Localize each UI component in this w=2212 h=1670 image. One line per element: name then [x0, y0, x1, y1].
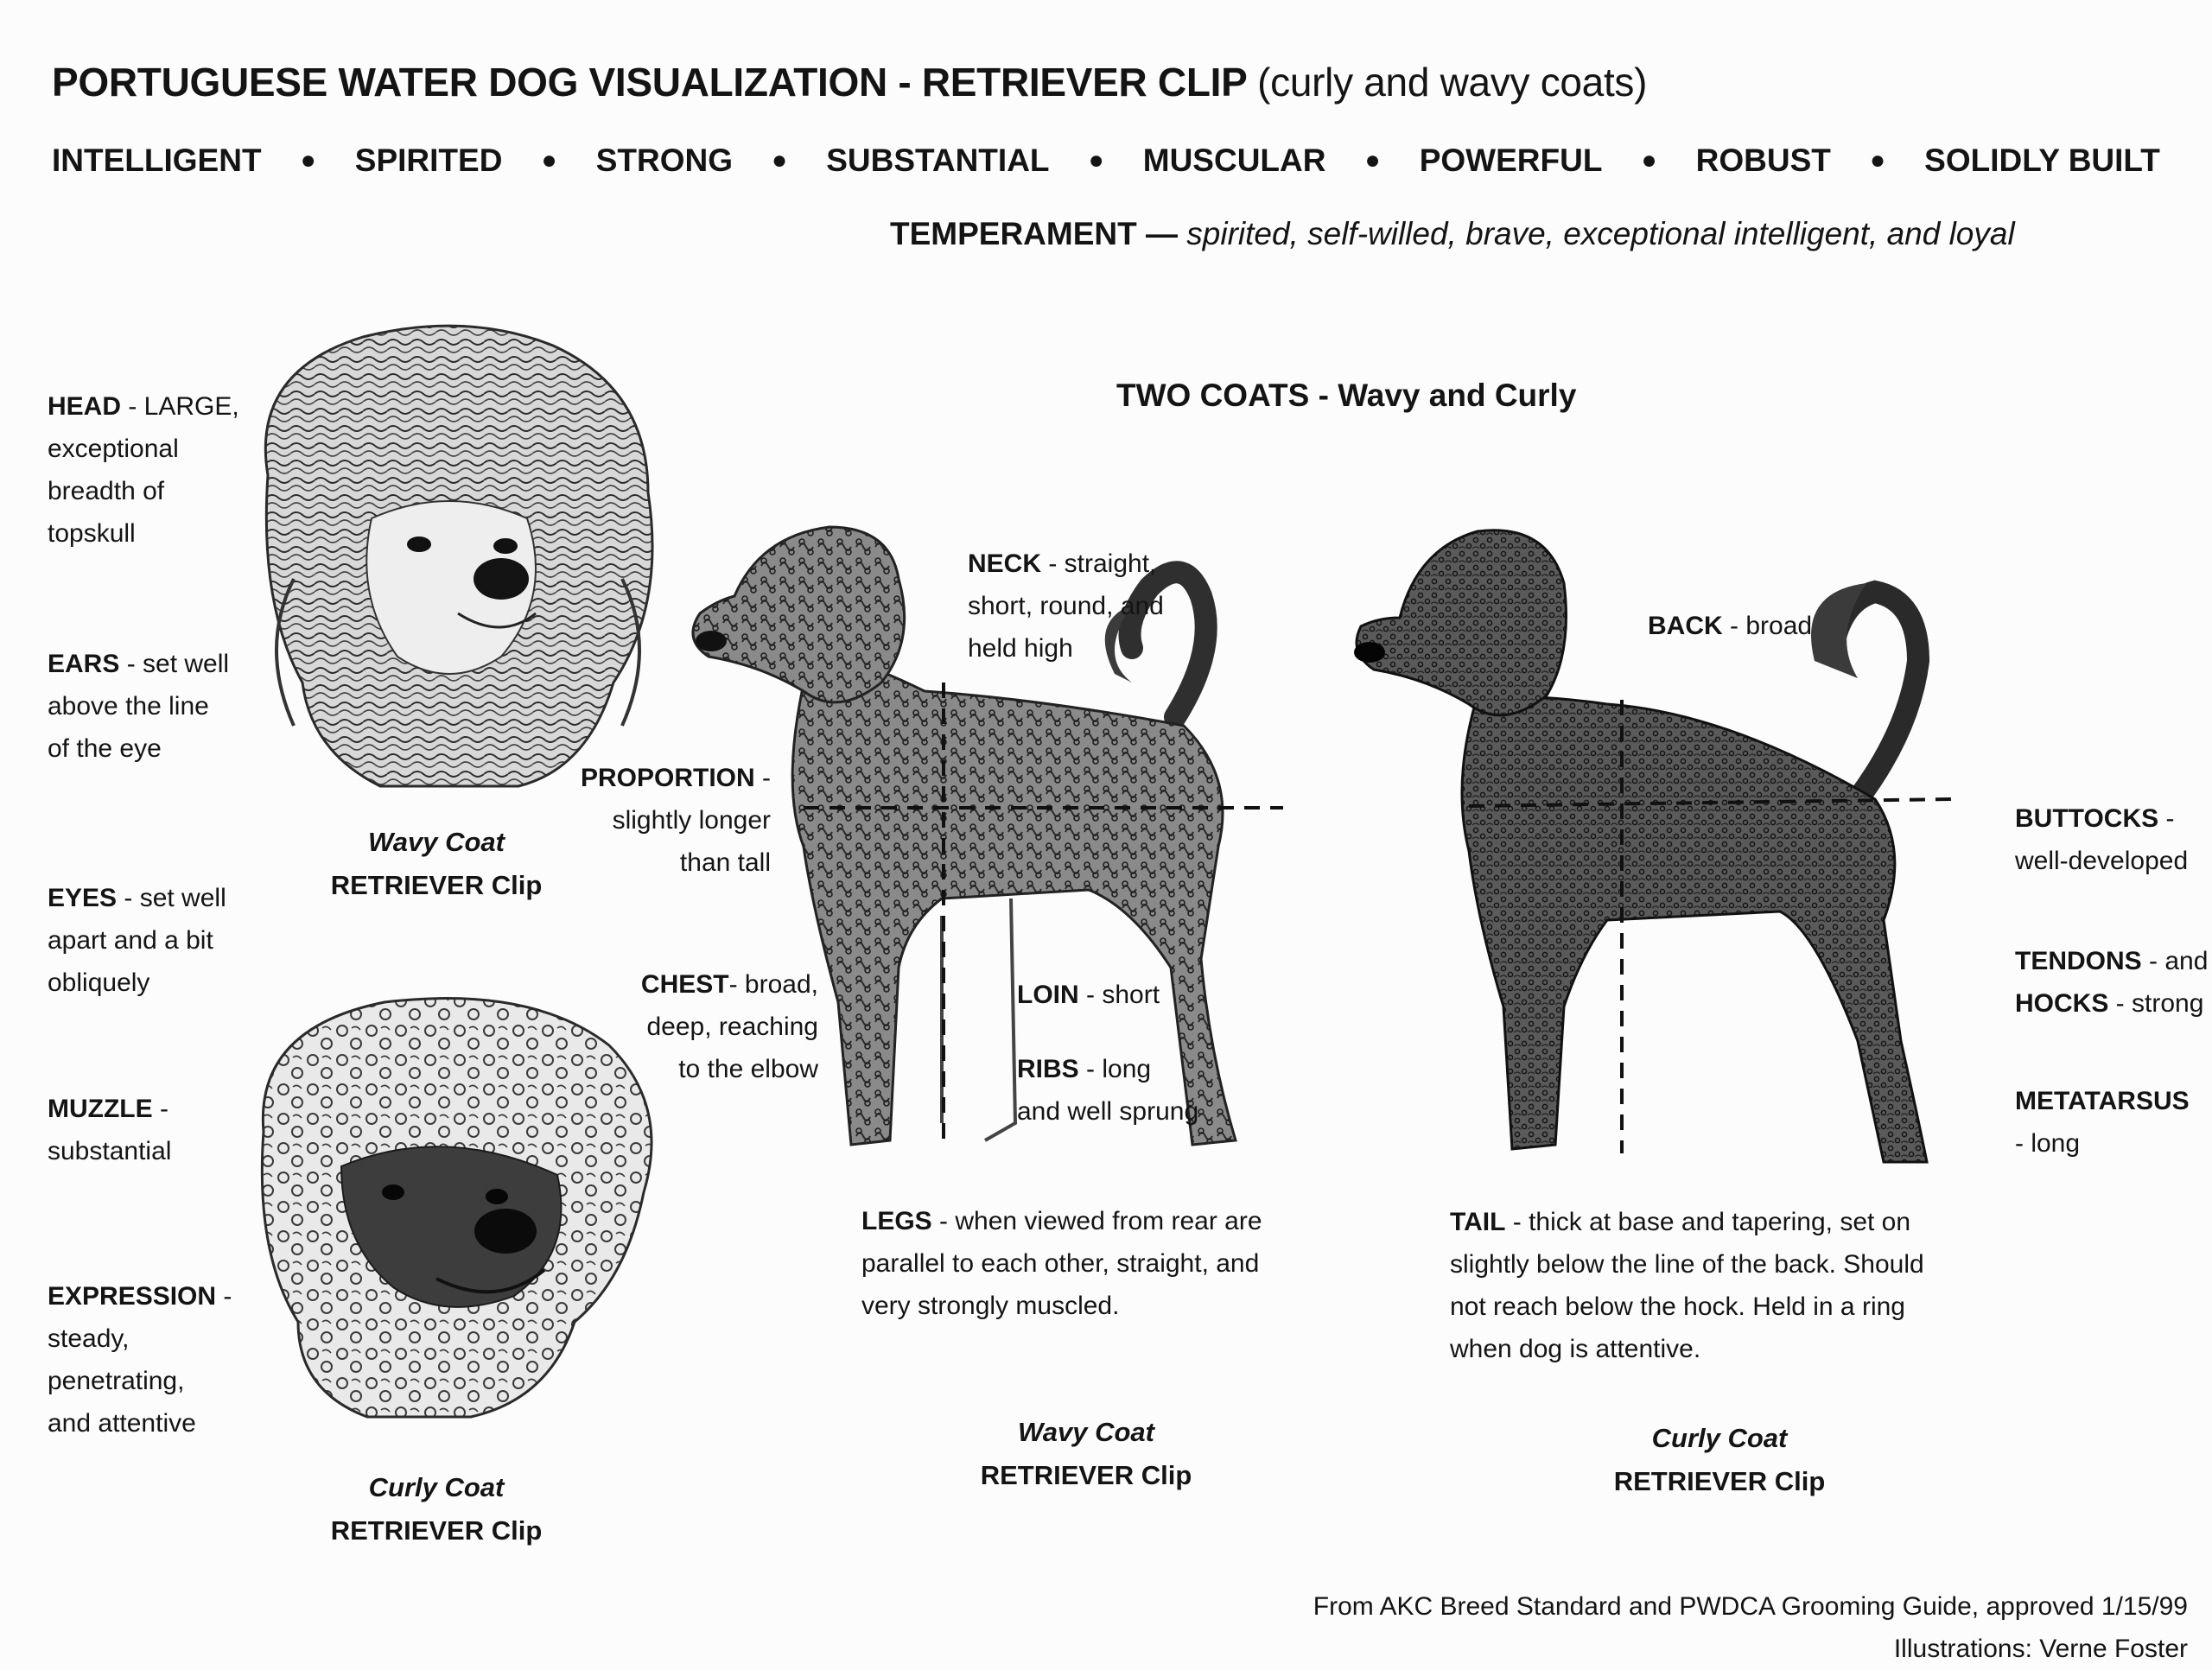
desc: exceptional [48, 435, 179, 463]
label-proportion [581, 757, 771, 884]
wavy-body-caption [935, 1411, 1237, 1497]
term: EXPRESSION [48, 1282, 217, 1311]
desc: - set well [117, 884, 226, 912]
desc: obliquely [48, 968, 150, 997]
label-loin [1017, 974, 1160, 1016]
bullet-dot: ● [1641, 146, 1657, 175]
trait-solidly-built: SOLIDLY BUILT [1924, 143, 2160, 178]
label-chest [641, 963, 818, 1090]
term: TAIL [1450, 1208, 1506, 1236]
term: PROPORTION [580, 764, 755, 792]
title-subtitle: (curly and wavy coats) [1257, 60, 1648, 105]
term: HEAD [48, 392, 122, 421]
term: LOIN [1017, 981, 1079, 1009]
bullet-dot: ● [300, 146, 316, 175]
desc: deep, reaching [646, 1013, 818, 1041]
temperament-text: spirited, self-willed, brave, exceptional intelligent, and loyal [1186, 216, 2015, 251]
term: RIBS [1017, 1055, 1079, 1083]
desc: - and [2141, 947, 2209, 975]
clip-type: RETRIEVER Clip [1613, 1466, 1826, 1496]
desc: parallel to each other, straight, and [861, 1249, 1260, 1278]
trait-strong: STRONG [595, 143, 733, 178]
desc: - broad [1722, 612, 1813, 640]
desc: slightly below the line of the back. Should [1450, 1250, 1924, 1279]
desc: very strongly muscled. [861, 1292, 1120, 1320]
trait-intelligent: INTELLIGENT [52, 143, 262, 178]
desc: held high [968, 634, 1073, 663]
desc: above the line [48, 692, 209, 721]
temperament-label: TEMPERAMENT — [890, 216, 1178, 251]
desc: apart and a bit [48, 926, 213, 955]
label-metatarsus [2015, 1080, 2190, 1165]
bullet-dot: ● [1869, 146, 1886, 175]
label-back [1648, 605, 1812, 647]
coat-type: Wavy Coat [368, 827, 505, 857]
trait-powerful: POWERFUL [1419, 143, 1603, 178]
trait-robust: ROBUST [1695, 143, 1831, 178]
desc: - long [1078, 1055, 1152, 1083]
term: METATARSUS [2015, 1087, 2190, 1115]
desc: breadth of [48, 477, 165, 505]
clip-type: RETRIEVER Clip [330, 1515, 543, 1546]
desc: - LARGE, [121, 392, 239, 421]
coat-type: Wavy Coat [1018, 1417, 1154, 1447]
label-tendons-hocks [2015, 940, 2208, 1025]
label-ribs [1017, 1048, 1198, 1133]
source-credit [1313, 1585, 2188, 1670]
desc: than tall [679, 848, 771, 877]
source-line: From AKC Breed Standard and PWDCA Grooming Guide, approved 1/15/99 [1313, 1592, 2188, 1621]
term: EYES [48, 884, 118, 912]
desc: - long [2015, 1129, 2081, 1158]
desc: to the elbow [678, 1055, 818, 1083]
bullet-dot: ● [1364, 146, 1381, 175]
desc: substantial [48, 1137, 172, 1165]
desc: - [2158, 804, 2175, 833]
label-neck [968, 543, 1164, 670]
term: CHEST [640, 970, 729, 999]
term: BUTTOCKS [2015, 804, 2159, 833]
desc: steady, [48, 1324, 130, 1353]
term: LEGS [861, 1207, 932, 1235]
bullet-dot: ● [1088, 146, 1104, 175]
desc: - set well [119, 650, 230, 678]
desc: penetrating, [48, 1367, 185, 1395]
desc: - short [1078, 981, 1160, 1009]
title-main: PORTUGUESE WATER DOG VISUALIZATION - RETRIEVER CLIP [52, 60, 1247, 105]
desc: - [754, 764, 771, 792]
bullet-dot: ● [541, 146, 557, 175]
desc: - when viewed from rear are [931, 1207, 1262, 1235]
desc: - broad, [728, 970, 818, 999]
bullet-dot: ● [772, 146, 788, 175]
coat-type: Curly Coat [368, 1472, 505, 1502]
term: HOCKS [2015, 989, 2109, 1018]
desc: slightly longer [612, 806, 771, 835]
two-coats-title: TWO COATS - Wavy and Curly [1116, 378, 1577, 413]
desc: - strong [2108, 989, 2204, 1018]
label-buttocks [2015, 797, 2188, 882]
term: NECK [968, 549, 1042, 578]
term: MUZZLE [48, 1095, 153, 1123]
label-tail [1450, 1201, 1924, 1370]
desc: - [152, 1095, 168, 1123]
trait-substantial: SUBSTANTIAL [826, 143, 1050, 178]
desc: and well sprung [1017, 1097, 1199, 1126]
desc: well-developed [2015, 847, 2189, 875]
curly-body-caption [1568, 1417, 1871, 1503]
term: EARS [48, 650, 120, 678]
clip-type: RETRIEVER Clip [330, 870, 543, 900]
desc: when dog is attentive. [1450, 1335, 1701, 1363]
trait-spirited: SPIRITED [354, 143, 503, 178]
label-legs [861, 1200, 1262, 1327]
desc: of the eye [48, 734, 162, 763]
trait-muscular: MUSCULAR [1142, 143, 1326, 178]
desc: - [216, 1282, 232, 1311]
coat-type: Curly Coat [1651, 1423, 1788, 1453]
illustrator-line: Illustrations: Verne Foster [1893, 1635, 2188, 1663]
term: TENDONS [2015, 947, 2142, 975]
desc: and attentive [48, 1409, 196, 1438]
desc: topskull [48, 519, 136, 548]
clip-type: RETRIEVER Clip [980, 1460, 1192, 1490]
term: BACK [1648, 612, 1723, 640]
desc: not reach below the hock. Held in a ring [1450, 1292, 1905, 1321]
desc: short, round, and [968, 592, 1164, 620]
desc: - thick at base and tapering, set on [1505, 1208, 1911, 1236]
desc: - straight, [1041, 549, 1157, 578]
